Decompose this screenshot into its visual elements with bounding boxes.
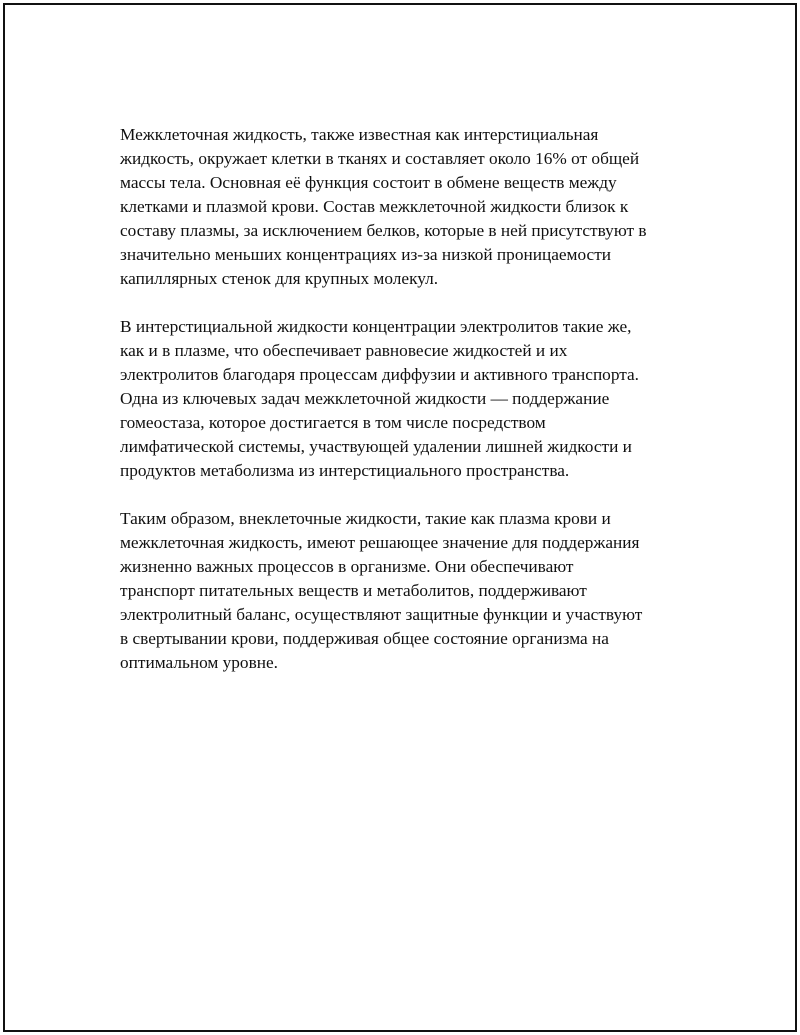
paragraph-conclusion: Таким образом, внеклеточные жидкости, такие как плазма крови и межклеточная жидкость, имеют решающее значение для поддержания жизненно важных процессов в организме. Они обеспечивают транспорт питательных веществ и метаболитов, поддерживают электролитный баланс, осуществляют защитные функции и участвуют в свертывании крови, поддерживая общее состояние организма на оптимальном уровне. [120,509,643,672]
document-body [120,123,690,699]
page-border [3,3,797,1032]
paragraph-electrolytes: В интерстициальной жидкости концентрации электролитов такие же, как и в плазме, что обеспечивает равновесие жидкостей и их электролитов благодаря процессам диффузии и активного транспорта. Одна из ключевых задач межклеточной жидкости — поддержание гомеостаза, которое достигается в том числе посредством лимфатической системы, участвующей удалении лишней жидкости и продуктов метаболизма из интерстициального пространства. [120,317,639,480]
paragraph-interstitial-fluid: Межклеточная жидкость, также известная как интерстициальная жидкость, окружает клетки в тканях и составляет около 16% от общей массы тела. Основная её функция состоит в обмене веществ между клетками и плазмой крови. Состав межклеточной жидкости близок к составу плазмы, за исключением белков, которые в ней присутствуют в значительно меньших концентрациях из-за низкой проницаемости капиллярных стенок для крупных молекул. [120,125,647,288]
